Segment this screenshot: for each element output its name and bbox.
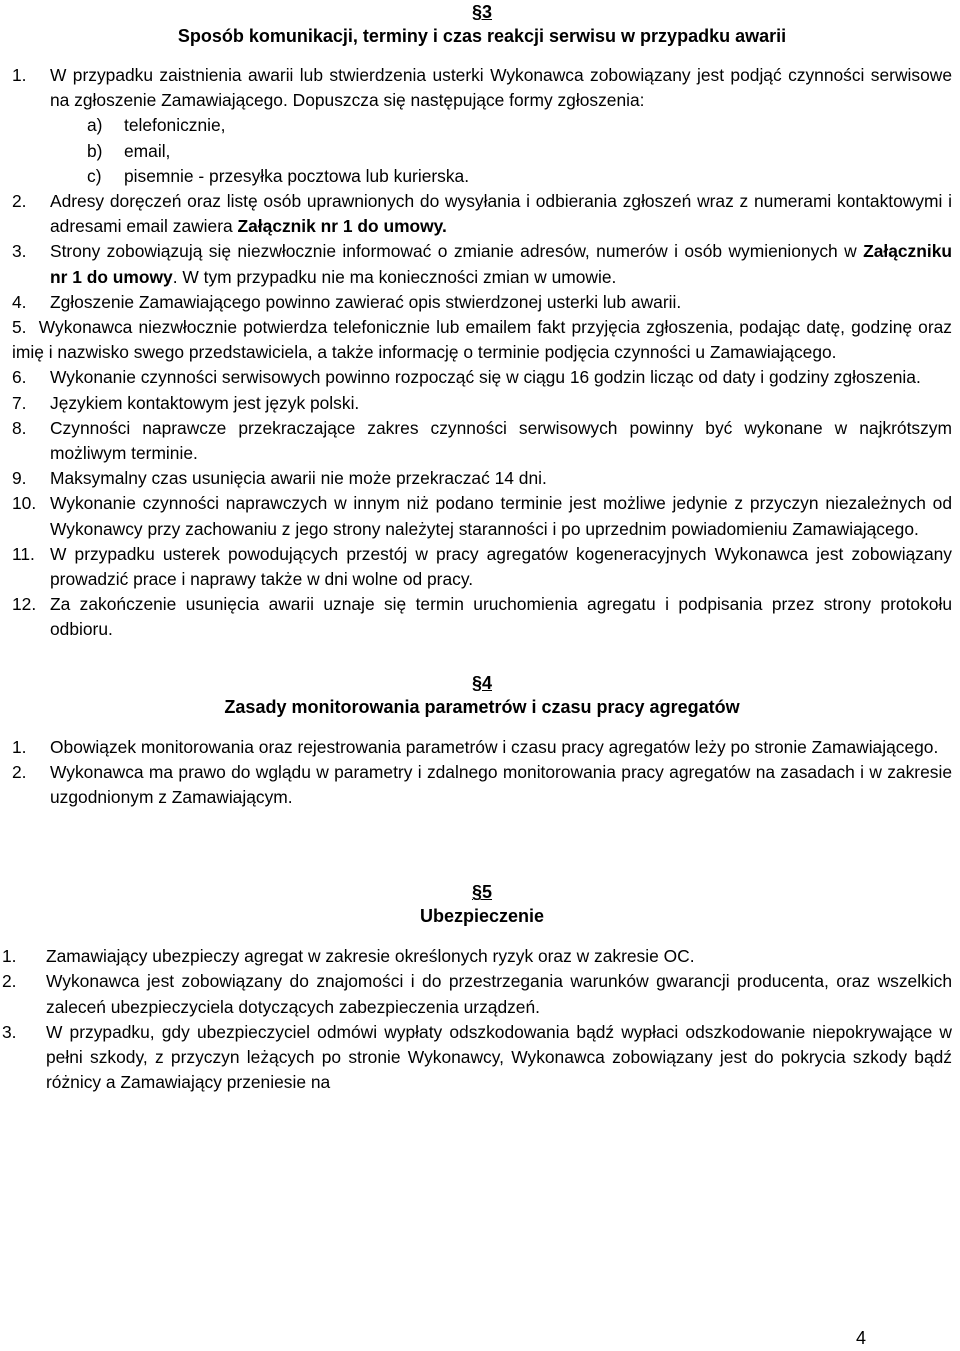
s3-paragraph-12: 12. Za zakończenie usunięcia awarii uznaje się termin uruchomienia agregatu i podpisania przez strony protokołu odbioru. [12,594,952,640]
attachment-reference: Załączniku nr 1 do umowy [50,241,952,287]
section-4-title: Zasady monitorowania parametrów i czasu pracy agregatów [224,696,740,717]
s3-paragraph-9: 9. Maksymalny czas usunięcia awarii nie może przekraczać 14 dni. [12,468,547,489]
section-3-mark: §3 [471,2,493,22]
s3-paragraph-7: 7. Językiem kontaktowym jest język polski. [12,392,360,413]
s3-paragraph-8: 8. Czynności naprawcze przekraczające zakres czynności serwisowych powinny być wykonane w najkrótszym możliwym terminie. [12,417,952,464]
s3-paragraph-11: 11. W przypadku usterek powodujących przestój w pracy agregatów kogeneracyjnych Wykonawca jest zobowiązany prowadzić prace i naprawy także w dni wolne od pracy. [12,543,952,590]
s3-p1-item-c: c) pisemnie - przesyłka pocztowa lub kurierska. [87,165,470,186]
s4-paragraph-2: 2. Wykonawca ma prawo do wglądu w parametry i zdalnego monitorowania pracy agregatów na zasadach i w zakresie uzgodnionym z Zamawiającym. [12,761,952,808]
s3-p1-item-a: a) telefonicznie, [87,115,226,136]
s4-paragraph-1: 1. Obowiązek monitorowania oraz rejestrowania parametrów i czasu pracy agregatów leży po stronie Zamawiającego. [12,736,939,757]
s5-paragraph-1: 1. Zamawiający ubezpieczy agregat w zakresie określonych ryzyk oraz w zakresie OC. [2,946,695,967]
s3-p1-number: 1. [12,65,27,85]
s3-paragraph-2: 2. Adresy doręczeń oraz listę osób uprawnionych do wysyłania i odbierania zgłoszeń wraz z numerami kontaktowymi i adresami email zawiera Załącznik nr 1 do umowy. [12,191,952,237]
s3-paragraph-6: 6. Wykonanie czynności serwisowych powinno rozpocząć się w ciągu 16 godzin licząc od daty i godziny zgłoszenia. [12,367,921,388]
s3-p1-item-b: b) email, [87,140,171,161]
s3-paragraph-10: 10. Wykonanie czynności naprawczych w innym niż podano terminie jest możliwe jedynie z przyczyn niezależnych od Wykonawcy przy zachowaniu z jego strony należytej staranności i po uprzednim powiadomieniu Zamawiającego. [12,493,952,539]
page-number: 4 [855,1328,866,1348]
s5-paragraph-2: 2. Wykonawca jest zobowiązany do znajomości i do przestrzegania warunków gwarancji producenta, oraz wszelkich zaleceń ubezpieczyciela dotyczących zabezpieczenia urządzeń. [2,971,952,1017]
s3-paragraph-4: 4. Zgłoszenie Zamawiającego powinno zawierać opis stwierdzonej usterki lub awarii. [12,291,682,312]
s3-paragraph-5: 5. Wykonawca niezwłocznie potwierdza telefonicznie lub emailem fakt przyjęcia zgłoszenia, podając datę, godzinę oraz imię i nazwisko swego przedstawiciela, a także informację o terminie podjęcia czynności u Zamawiającego. [12,317,952,363]
s3-p1-text: W przypadku zaistnienia awarii lub stwierdzenia usterki Wykonawca zobowiązany jest podjąć czynności serwisowe na zgłoszenie Zamawiającego. Dopuszcza się następujące formy zgłoszenia: [50,65,952,111]
section-5-mark: §5 [471,882,493,903]
section-3-title: Sposób komunikacji, terminy i czas reakcji serwisu w przypadku awarii [177,26,787,46]
s3-paragraph-3: 3. Strony zobowiązują się niezwłocznie informować o zmianie adresów, numerów i osób wymienionych w Załączniku nr 1 do umowy. W tym przypadku nie ma konieczności zmian w umowie. [12,241,952,287]
section-4-mark: §4 [471,672,493,693]
s5-paragraph-3: 3. W przypadku, gdy ubezpieczyciel odmówi wypłaty odszkodowania bądź wypłaci odszkodowanie niepokrywające w pełni szkody, z przyczyn leżących po stronie Wykonawcy, Wykonawca zobowiązany jest do pokrycia szkody bądź różnicy a Zamawiający przeniesie na [2,1021,952,1093]
document-page [2,0,952,1096]
attachment-reference: Załącznik nr 1 do umowy. [237,216,447,237]
section-5-title: Ubezpieczenie [419,906,545,927]
s3-paragraph-1 [12,63,952,113]
